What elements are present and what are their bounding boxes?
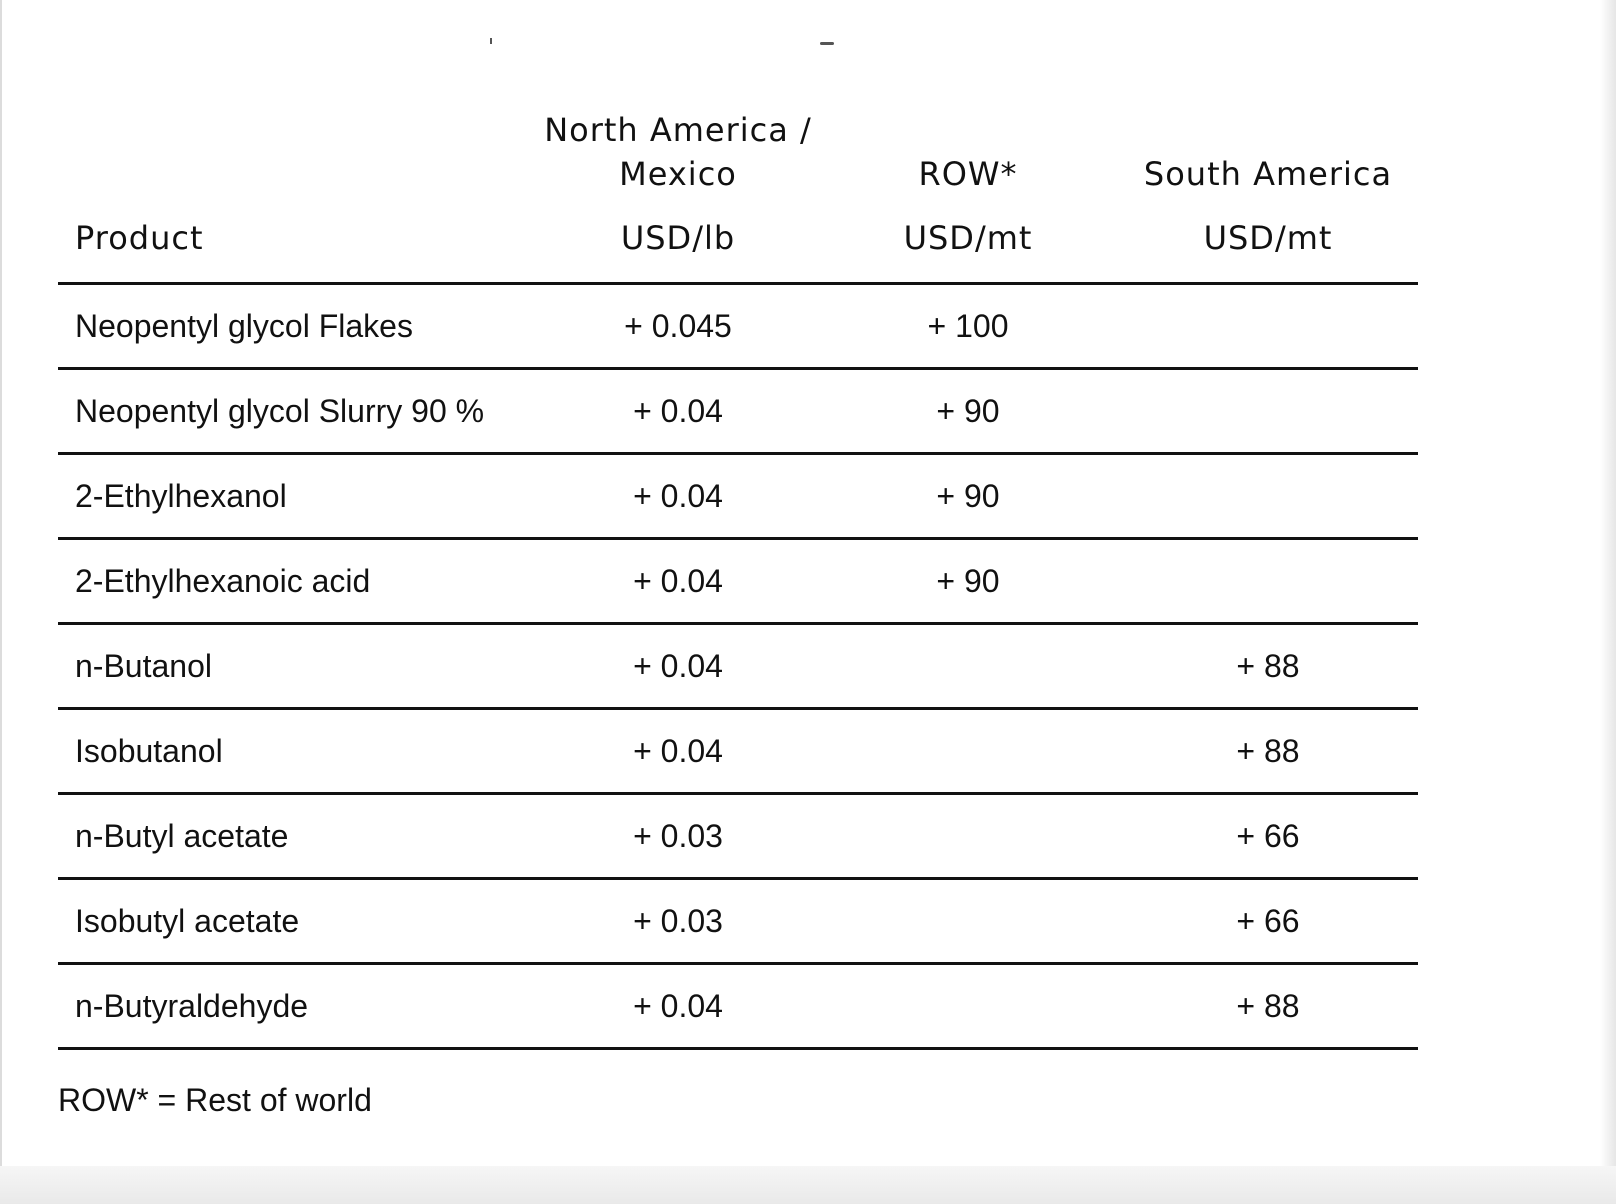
table-row [58, 369, 1418, 454]
header-south-america: South America [1143, 155, 1393, 193]
page-edge-shadow [1600, 0, 1616, 1204]
header-row: ROW* [918, 155, 1018, 193]
header-blank [58, 84, 538, 202]
product-cell: n-Butyl acetate [58, 794, 538, 879]
table-row [58, 879, 1418, 964]
north-america-cell: + 0.03 [538, 794, 818, 879]
product-cell: n-Butanol [58, 624, 538, 709]
south-america-cell [1118, 369, 1418, 454]
product-cell: Isobutyl acetate [58, 879, 538, 964]
table-row [58, 794, 1418, 879]
row-cell: + 90 [818, 454, 1118, 539]
row-cell [818, 709, 1118, 794]
header-row-units [58, 202, 1418, 284]
north-america-cell: + 0.04 [538, 624, 818, 709]
product-cell: Neopentyl glycol Flakes [58, 284, 538, 369]
row-cell [818, 879, 1118, 964]
north-america-cell: + 0.04 [538, 369, 818, 454]
product-cell: 2-Ethylhexanol [58, 454, 538, 539]
clipped-text-fragment [490, 38, 492, 44]
clipped-text-fragment [820, 42, 834, 45]
row-cell: + 90 [818, 369, 1118, 454]
south-america-cell: + 66 [1118, 794, 1418, 879]
product-cell: Neopentyl glycol Slurry 90 % [58, 369, 538, 454]
header-north-america: North America / Mexico [544, 111, 812, 193]
product-cell: 2-Ethylhexanoic acid [58, 539, 538, 624]
product-cell: Isobutanol [58, 709, 538, 794]
header-row-regions [58, 84, 1418, 202]
price-increase-table [58, 84, 1418, 1050]
table-row [58, 284, 1418, 369]
south-america-cell [1118, 539, 1418, 624]
north-america-cell: + 0.045 [538, 284, 818, 369]
header-north-america-unit: USD/lb [538, 202, 818, 284]
header-row-unit: USD/mt [818, 202, 1118, 284]
row-cell: + 90 [818, 539, 1118, 624]
footnote: ROW* = Rest of world [58, 1082, 372, 1118]
north-america-cell: + 0.04 [538, 709, 818, 794]
row-cell [818, 794, 1118, 879]
north-america-cell: + 0.04 [538, 964, 818, 1049]
south-america-cell: + 66 [1118, 879, 1418, 964]
header-south-america-unit: USD/mt [1118, 202, 1418, 284]
south-america-cell: + 88 [1118, 624, 1418, 709]
north-america-cell: + 0.04 [538, 539, 818, 624]
south-america-cell [1118, 454, 1418, 539]
header-product: Product [58, 202, 538, 284]
table-row [58, 964, 1418, 1049]
south-america-cell: + 88 [1118, 964, 1418, 1049]
table-row [58, 539, 1418, 624]
row-cell [818, 624, 1118, 709]
row-cell: + 100 [818, 284, 1118, 369]
table-row [58, 709, 1418, 794]
table-row [58, 624, 1418, 709]
page-bottom-shadow [0, 1166, 1616, 1204]
north-america-cell: + 0.04 [538, 454, 818, 539]
table-row [58, 454, 1418, 539]
south-america-cell: + 88 [1118, 709, 1418, 794]
north-america-cell: + 0.03 [538, 879, 818, 964]
product-cell: n-Butyraldehyde [58, 964, 538, 1049]
row-cell [818, 964, 1118, 1049]
south-america-cell [1118, 284, 1418, 369]
